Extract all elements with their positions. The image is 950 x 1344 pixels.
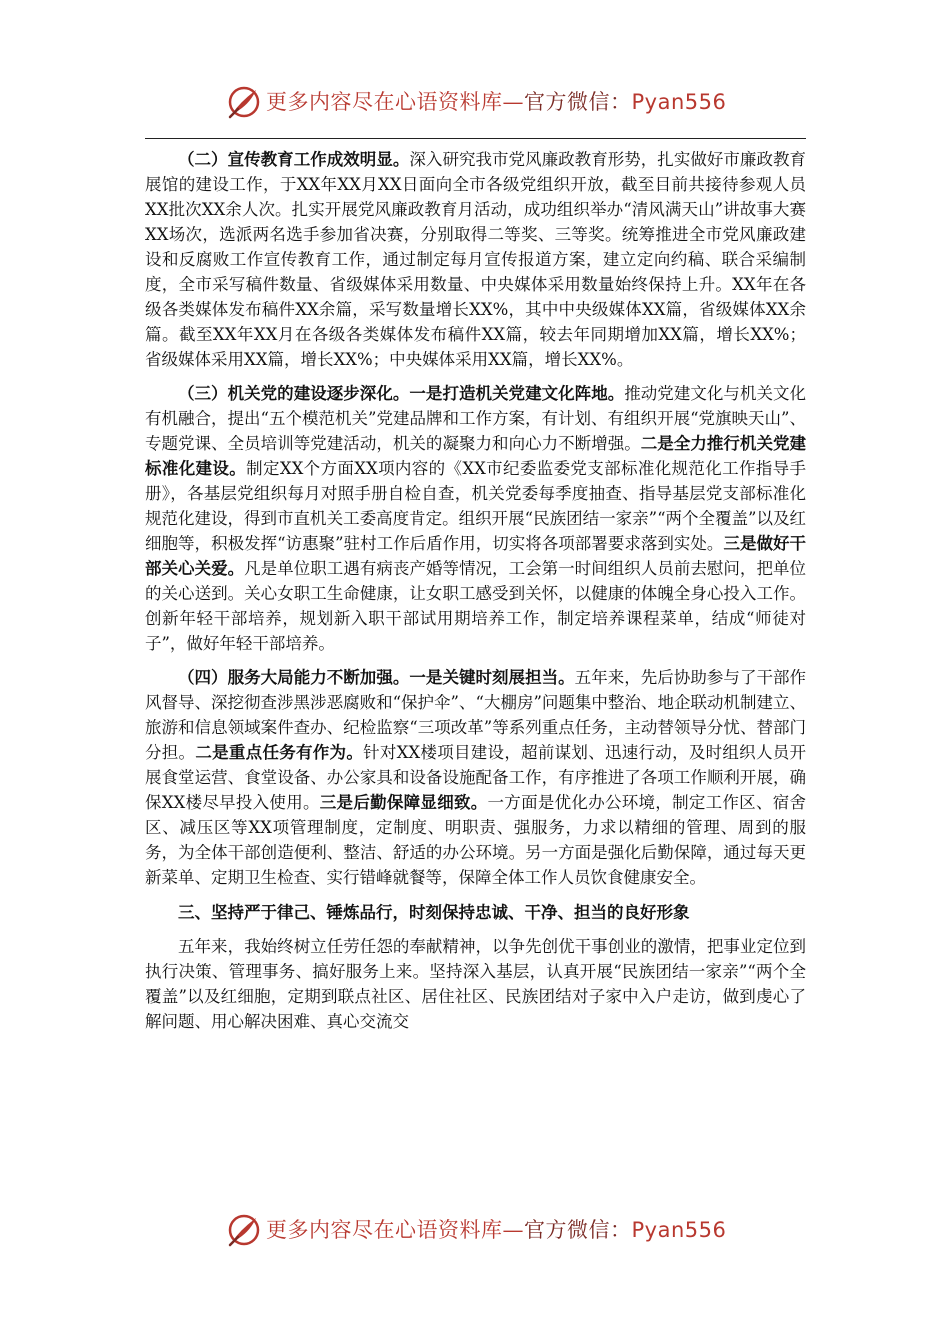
paragraph-service-capability: （四）服务大局能力不断加强。一是关键时刻展担当。五年来，先后协助参与了干部作风督导、深挖彻查涉黑涉恶腐败和“保护伞”、“大棚房”问题集中整治、地企联动机制建立、旅游和信息领域案件查办、纪检监察“三项改革”等系列重点任务，主动替领导分忧、替部门分担。二是重点任务有作为。针对XX楼项目建设，超前谋划、迅速行动，及时组织人员开展食堂运营、食堂设备、办公家具和设备设施配备工作，有序推进了各项工作顺利开展，确保XX楼尽早投入使用。三是后勤保障显细致。一方面是优化办公环境，制定工作区、宿舍区、减压区等XX项管理制度，定制度、明职责、强服务，力求以精细的管理、周到的服务，为全体干部创造便利、整洁、舒适的办公环境。另一方面是强化后勤保障，通过每天更新菜单、定期卫生检查、实行错峰就餐等，保障全体工作人员饮食健康安全。 [145,668,807,887]
footer-watermark [0,1208,950,1252]
watermark-text: 更多内容尽在心语资料库—官方微信：Pyan556 [266,1218,727,1242]
header-divider [145,138,806,139]
quill-logo-icon [226,1212,262,1248]
section-heading: 三、坚持严于律己、锤炼品行，时刻保持忠诚、干净、担当的良好形象 [178,903,690,922]
paragraph-party-building: （三）机关党的建设逐步深化。一是打造机关党建文化阵地。推动党建文化与机关文化有机融合，提出“五个模范机关”党建品牌和工作方案，有计划、有组织开展“党旗映天山”、专题党课、全员培训等党建活动，机关的凝聚力和向心力不断增强。二是全力推行机关党建标准化建设。制定XX个方面XX项内容的《XX市纪委监委党支部标准化规范化工作指导手册》，各基层党组织每月对照手册自检自查，机关党委每季度抽查、指导基层党支部标准化规范化建设，得到市直机关工委高度肯定。组织开展“民族团结一家亲”“两个全覆盖”以及红细胞等，积极发挥“访惠聚”驻村工作后盾作用，切实将各项部署要求落到实处。三是做好干部关心关爱。凡是单位职工遇有病丧产婚等情况，工会第一时间组织人员前去慰问，把单位的关心送到。关心女职工生命健康，让女职工感受到关怀，以健康的体魄全身心投入工作。创新年轻干部培养，规划新入职干部试用期培养工作，制定培养课程菜单，结成“师徒对子”，做好年轻干部培养。 [145,384,807,653]
quill-logo-icon [226,84,262,120]
document-body [145,147,806,1043]
watermark-text: 更多内容尽在心语资料库—官方微信：Pyan556 [266,90,727,114]
paragraph-self-discipline: 五年来，我始终树立任劳任怨的奉献精神，以争先创优干事创业的激情，把事业定位到执行决策、管理事务、搞好服务上来。坚持深入基层，认真开展“民族团结一家亲”“两个全覆盖”以及红细胞，定期到联点社区、居住社区、民族团结对子家中入户走访，做到虔心了解问题、用心解决困难、真心交流交 [145,937,806,1031]
header-watermark [0,80,950,124]
paragraph-publicity-education: （二）宣传教育工作成效明显。深入研究我市党风廉政教育形势，扎实做好市廉政教育展馆的建设工作，于XX年XX月XX日面向全市各级党组织开放，截至目前共接待参观人员XX批次XX余人次。扎实开展党风廉政教育月活动，成功组织举办“清风满天山”讲故事大赛XX场次，选派两名选手参加省决赛，分别取得二等奖、三等奖。统筹推进全市党风廉政建设和反腐败工作宣传教育工作，通过制定每月宣传报道方案，建立定向约稿、联合采编制度，全市采写稿件数量、省级媒体采用数量、中央媒体采用数量始终保持上升。XX年在各级各类媒体发布稿件XX余篇，采写数量增长XX%，其中中央级媒体XX篇，省级媒体XX余篇。截至XX年XX月在各级各类媒体发布稿件XX篇，较去年同期增加XX篇，增长XX%；省级媒体采用XX篇，增长XX%；中央媒体采用XX篇，增长XX%。 [145,150,807,369]
